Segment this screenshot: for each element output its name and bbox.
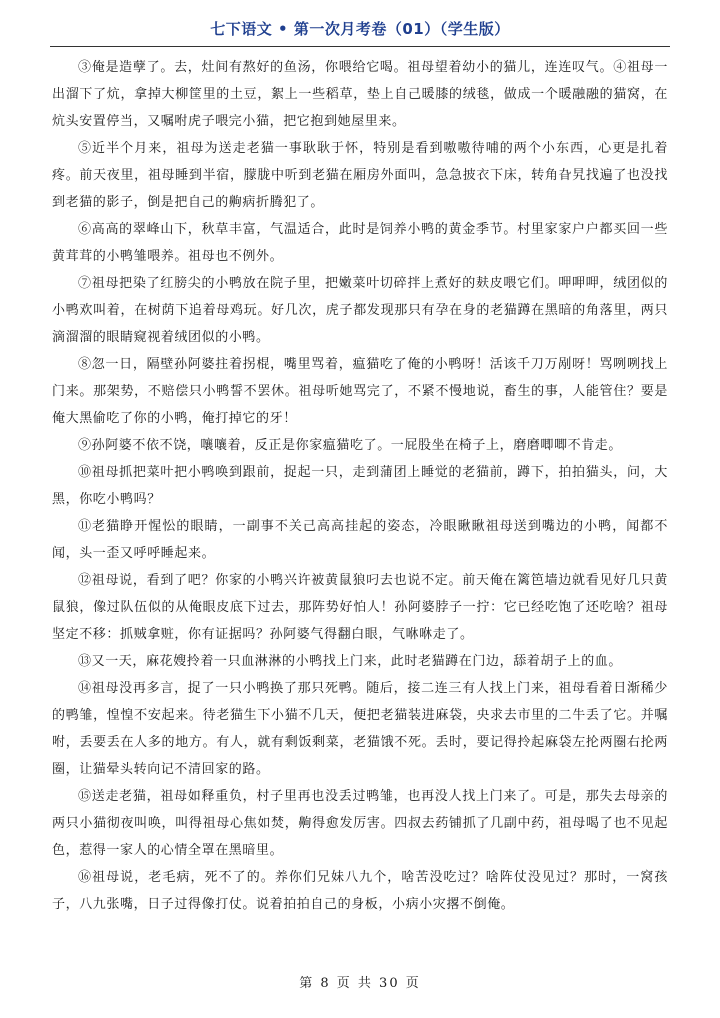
paragraph: ⑦祖母把染了红膀尖的小鸭放在院子里，把嫩菜叶切碎拌上煮好的麸皮喂它们。呷呷呷，绒团似的小鸭欢叫着，在树荫下追着母鸡玩。好几次，虎子都发现那只有孕在身的老猫蹲在黑暗的角落里，两只滴溜溜的眼睛窥视着绒团似的小鸭。 — [52, 276, 668, 345]
paragraph: ⑩祖母抓把菜叶把小鸭唤到跟前，捉起一只，走到蒲团上睡觉的老猫前，蹲下，拍拍猫头，问，大黑，你吃小鸭吗？ — [52, 465, 668, 507]
paragraph: ⑪老猫睁开惺忪的眼睛，一副事不关己高高挂起的姿态，冷眼瞅瞅祖母送到嘴边的小鸭，闻都不闻，头一歪又呼呼睡起来。 — [52, 519, 668, 561]
paragraph: ③俺是造孽了。去，灶间有熬好的鱼汤，你喂给它喝。祖母望着幼小的猫儿，连连叹气。④祖母一出溜下了炕，拿掉大柳筐里的土豆，絮上一些稻草，垫上自己暖膝的绒毯，做成一个暖融融的猫窝，在炕头安置停当，又嘱咐虎子喂完小猫，把它抱到她屋里来。 — [52, 60, 668, 129]
paragraph: ⑯祖母说，老毛病，死不了的。养你们兄妹八九个，啥苦没吃过？啥阵仗没见过？那时，一窝孩子，八九张嘴，日子过得像打仗。说着拍拍自己的身板，小病小灾撂不倒俺。 — [52, 870, 668, 912]
paragraph: ⑥高高的翠峰山下，秋草丰富，气温适合，此时是饲养小鸭的黄金季节。村里家家户户都买回一些黄茸茸的小鸭雏喂养。祖母也不例外。 — [52, 222, 668, 264]
header-divider — [50, 46, 670, 47]
article-body — [52, 54, 668, 918]
paragraph: ⑮送走老猫，祖母如释重负，村子里再也没丢过鸭雏，也再没人找上门来了。可是，那失去母亲的两只小猫彻夜叫唤，叫得祖母心焦如焚，齁得愈发厉害。四叔去药铺抓了几副中药，祖母喝了也不见起色，惹得一家人的心情全罩在黑暗里。 — [52, 789, 668, 858]
paragraph: ⑬又一天，麻花嫂拎着一只血淋淋的小鸭找上门来，此时老猫蹲在门边，舔着胡子上的血。 — [78, 654, 623, 669]
paragraph: ⑨孙阿婆不依不饶，嚷嚷着，反正是你家瘟猫吃了。一屁股坐在椅子上，磨磨唧唧不肯走。 — [78, 438, 623, 453]
paragraph: ⑤近半个月来，祖母为送走老猫一事耿耿于怀，特别是看到嗷嗷待哺的两个小东西，心更是扎着疼。前天夜里，祖母睡到半宿，朦胧中听到老猫在厢房外面叫，急急披衣下床，转角旮旯找遍了也没找到老猫的影子，倒是把自己的齁病折腾犯了。 — [52, 141, 668, 210]
page-number-footer: 第 8 页 共 30 页 — [299, 976, 421, 991]
paragraph: ⑧忽一日，隔壁孙阿婆拄着拐棍，嘴里骂着，瘟猫吃了俺的小鸭呀！活该千刀万剐呀！骂咧咧找上门来。那架势，不赔偿只小鸭誓不罢休。祖母听她骂完了，不紧不慢地说，畜生的事，人能管住？要是俺大黑偷吃了你的小鸭，俺打掉它的牙！ — [52, 357, 668, 426]
paragraph: ⑭祖母没再多言，捉了一只小鸭换了那只死鸭。随后，接二连三有人找上门来，祖母看着日渐稀少的鸭雏，惶惶不安起来。待老猫生下小猫不几天，便把老猫装进麻袋，央求去市里的二牛丢了它。并嘱咐，丢要丢在人多的地方。有人，就有剩饭剩菜，老猫饿不死。丢时，要记得拎起麻袋左抡两圈右抡两圈，让猫晕头转向记不清回家的路。 — [52, 681, 668, 777]
paragraph: ⑫祖母说，看到了吧？你家的小鸭兴许被黄鼠狼叼去也说不定。前天俺在篱笆墙边就看见好几只黄鼠狼，像过队伍似的从俺眼皮底下过去，那阵势好怕人！孙阿婆脖子一拧：它已经吃饱了还吃啥？祖母坚定不移：抓贼拿赃，你有证据吗？孙阿婆气得翻白眼，气咻咻走了。 — [52, 573, 668, 642]
page-header-title: 七下语文 • 第一次月考卷（01）（学生版） — [210, 20, 510, 38]
